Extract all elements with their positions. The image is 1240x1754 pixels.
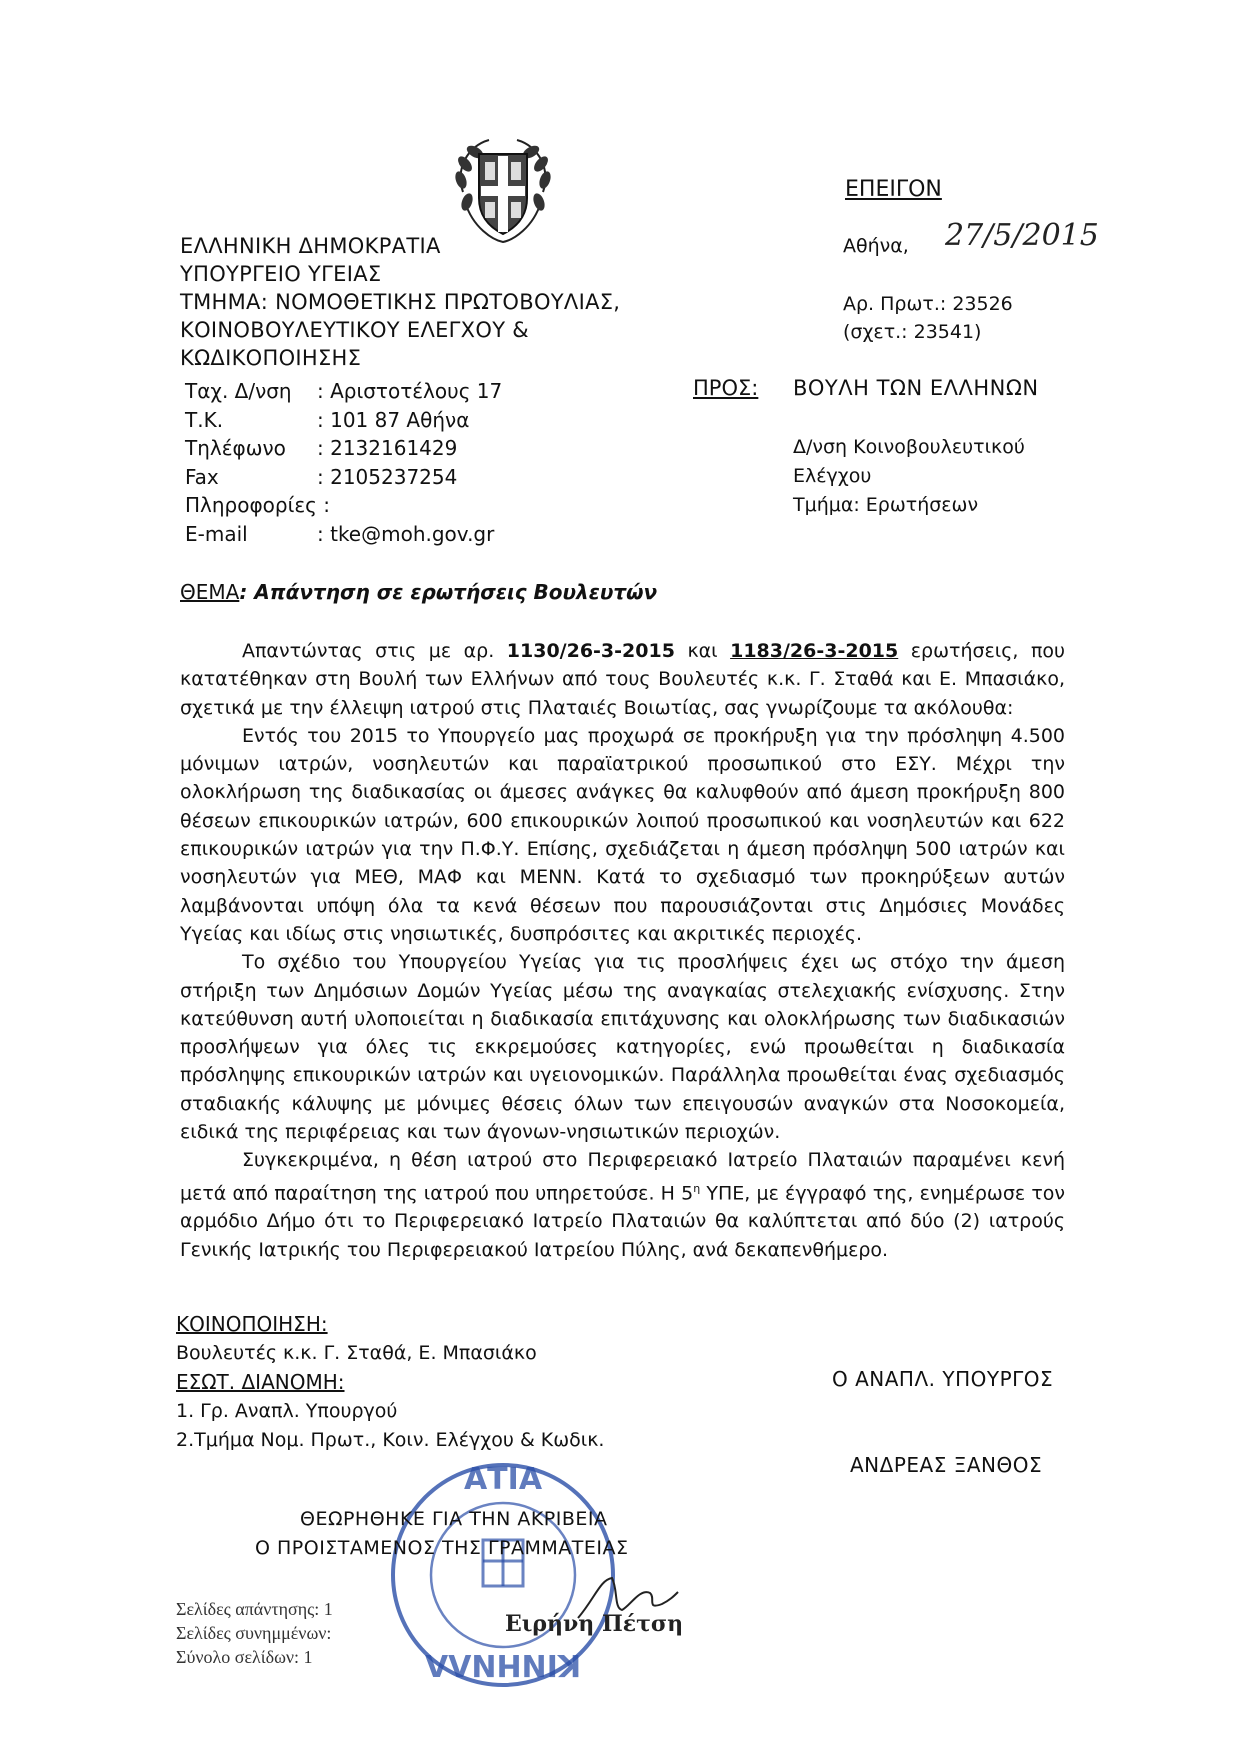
contact-row [185,491,502,520]
contact-block [185,377,502,548]
coat-of-arms-emblem [443,132,563,248]
internal-item: 1. Γρ. Αναπλ. Υπουργού [176,1400,398,1422]
contact-value: : 2105237254 [317,464,458,489]
internal-item: 2.Τμήμα Νομ. Πρωτ., Κοιν. Ελέγχου & Κωδικ. [176,1429,605,1451]
handwritten-signature [570,1568,680,1628]
text-segment: και [674,640,731,662]
recipient: ΒΟΥΛΗ ΤΩΝ ΕΛΛΗΝΩΝ [793,376,1039,400]
department-line: Ελέγχου [793,465,872,487]
contact-row [185,377,502,406]
letter-body [180,637,1065,1264]
department-line: Τμήμα: Ερωτήσεων [793,494,979,516]
contact-row [185,463,502,492]
paragraph [180,1146,1065,1264]
pages-attachments: Σελίδες συνημμένων: [176,1623,332,1643]
pages-answer: Σελίδες απάντησης: 1 [176,1599,333,1619]
paragraph: Εντός του 2015 το Υπουργείο μας προχωρά σε προκήρυξη για την πρόσληψη 4.500 μόνιμων ιατρών, νοσηλευτών και παραϊατρικού προσωπικού στο ΕΣΥ. Μέχρι την ολοκλήρωση της διαδικασίας οι άμεσες ανάγκες θα καλυφθούν από άμεση προκήρυξη 800 θέσεων επικουρικών ιατρών, 600 επικουρικών λοιπού προσωπικού και νοσηλευτών και 622 επικουρικών ιατρών για την Π.Φ.Υ. Επίσης, σχεδιάζεται η άμεση πρόσληψη 500 ιατρών και νοσηλευτών για ΜΕΘ, ΜΑΦ και ΜΕΝΝ. Κατά το σχεδιασμό των προκηρύξεων αυτών λαμβάνονται υπόψη όλα τα κενά θέσεων που παρουσιάζονται στις Δημόσιες Μονάδες Υγείας και ιδίως στις νησιωτικές, δυσπρόσιτες και ακριτικές περιοχές. [180,724,1065,945]
contact-row [185,406,502,435]
date-label: Αθήνα, [843,235,909,257]
contact-label: Ταχ. Δ/νση [185,379,292,403]
question-ref: 1130/26-3-2015 [506,640,675,662]
to-label: ΠΡΟΣ: [693,376,759,400]
department-line: Δ/νση Κοινοβουλευτικού [793,436,1025,458]
related-protocol: (σχετ.: 23541) [843,321,982,343]
certification-line-2: Ο ΠΡΟΙΣΤΑΜΕΝΟΣ ΤΗΣ ΓΡΑΜΜΑΤΕΙΑΣ [255,1537,629,1559]
date-handwritten: 27/5/2015 [945,218,1099,253]
header-line-department-3: ΚΩΔΙΚΟΠΟΙΗΣΗΣ [180,346,362,370]
page-counts [176,1597,333,1669]
recipient-department [793,433,1025,520]
distribution-block [176,1310,604,1455]
contact-value: : 2132161429 [317,436,458,460]
contact-value: : tke@moh.gov.gr [317,521,495,546]
contact-row [185,434,502,463]
contact-value: : 101 87 Αθήνα [317,407,470,432]
contact-row [185,520,502,549]
subject-text: : Απάντηση σε ερωτήσεις Βουλευτών [239,580,658,604]
header-line-country: ΕΛΛΗΝΙΚΗ ΔΗΜΟΚΡΑΤΙΑ [180,234,441,258]
contact-label: Fax [185,464,219,489]
header-line-ministry: ΥΠΟΥΡΓΕΙΟ ΥΓΕΙΑΣ [180,262,382,286]
contact-value: : Αριστοτέλους 17 [317,379,503,403]
text-segment: ερωτήσεις, που κατατέθηκαν στη Βουλή των Ελλήνων από τους Βουλευτές κ.κ. Γ. Σταθά και Ε. Μπασιάκο, σχετικά με την έλλειψη ιατρού στις Πλαταιές Βοιωτίας, σας γνωρίζουμε τα ακόλουθα: [180,640,1065,719]
ministry-header [180,232,620,372]
internal-distribution-label: ΕΣΩΤ. ΔΙΑΝΟΜΗ: [176,1370,345,1394]
svg-text:ΚΙΝΗΝΛΛ: ΚΙΝΗΝΛΛ [424,1647,582,1682]
cc-label: ΚΟΙΝΟΠΟΙΗΣΗ: [176,1312,328,1336]
subject-line [180,580,657,604]
text-segment: Συγκεκριμένα, η θέση ιατρού στο Περιφερειακό Ιατρείο Πλαταιών παραμένει κενή μετά από παραίτηση της ιατρού που υπηρετούσε. Η 5 [180,1149,1065,1204]
superscript: η [693,1181,701,1195]
contact-label: E-mail [185,521,248,546]
contact-label: Πληροφορίες [185,493,317,517]
stamp-name: Ειρήνη Πέτση [505,1611,684,1637]
contact-label: Τηλέφωνο [185,436,286,460]
contact-value: : [323,493,331,517]
svg-text:ΑΤΙΑ: ΑΤΙΑ [463,1462,543,1497]
text-segment: Απαντώντας στις με αρ. [242,640,507,662]
urgent-label: ΕΠΕΙΓΟΝ [845,177,942,202]
paragraph: Το σχέδιο του Υπουργείου Υγείας για τις προσλήψεις έχει ως στόχο την άμεση στήριξη των Δημόσιων Δομών Υγείας μέσω της αναγκαίας στελεχιακής ενίσχυσης. Στην κατεύθυνση αυτή υλοποιείται η διαδικασία επιτάχυνσης και ολοκλήρωσης των διαδικασιών προσλήψεων για όλες τις εκκρεμούσες κατηγορίες, ενώ προωθείται η διαδικασία πρόσληψης επικουρικών ιατρών και υγειονομικών. Παράλληλα προωθείται ένας σχεδιασμός σταδιακής κάλυψης με μόνιμες θέσεις όλων των επειγουσών αναγκών στα Νοσοκομεία, ειδικά της περιφέρειας και των άγονων-νησιωτικών περιοχών. [180,951,1065,1144]
header-line-department: ΤΜΗΜΑ: ΝΟΜΟΘΕΤΙΚΗΣ ΠΡΩΤΟΒΟΥΛΙΑΣ, [180,290,621,314]
pages-total: Σύνολο σελίδων: 1 [176,1647,313,1667]
signatory-title: Ο ΑΝΑΠΛ. ΥΠΟΥΡΓΟΣ [832,1367,1054,1391]
signatory-name: ΑΝΔΡΕΑΣ ΞΑΝΘΟΣ [850,1453,1043,1477]
certification-line-1: ΘΕΩΡΗΘΗΚΕ ΓΙΑ ΤΗΝ ΑΚΡΙΒΕΙΑ [300,1508,608,1530]
text-segment: ΥΠΕ, με έγγραφό της, ενημέρωσε τον αρμόδιο Δήμο ότι το Περιφερειακό Ιατρείο Πλαταιών θα καλύπτεται από δύο (2) ιατρούς Γενικής Ιατρικής του Περιφερειακού Ιατρείου Πύλης, ανά δεκαπενθήμερο. [180,1181,1065,1261]
cc-text: Βουλευτές κ.κ. Γ. Σταθά, Ε. Μπασιάκο [176,1342,537,1364]
contact-label: Τ.Κ. [185,407,224,432]
subject-label: ΘΕΜΑ [180,580,240,604]
protocol-number: Αρ. Πρωτ.: 23526 [843,293,1013,315]
paragraph [180,637,1065,722]
header-line-department-2: ΚΟΙΝΟΒΟΥΛΕΥΤΙΚΟΥ ΕΛΕΓΧΟΥ & [180,318,529,342]
question-ref: 1183/26-3-2015 [730,640,899,662]
